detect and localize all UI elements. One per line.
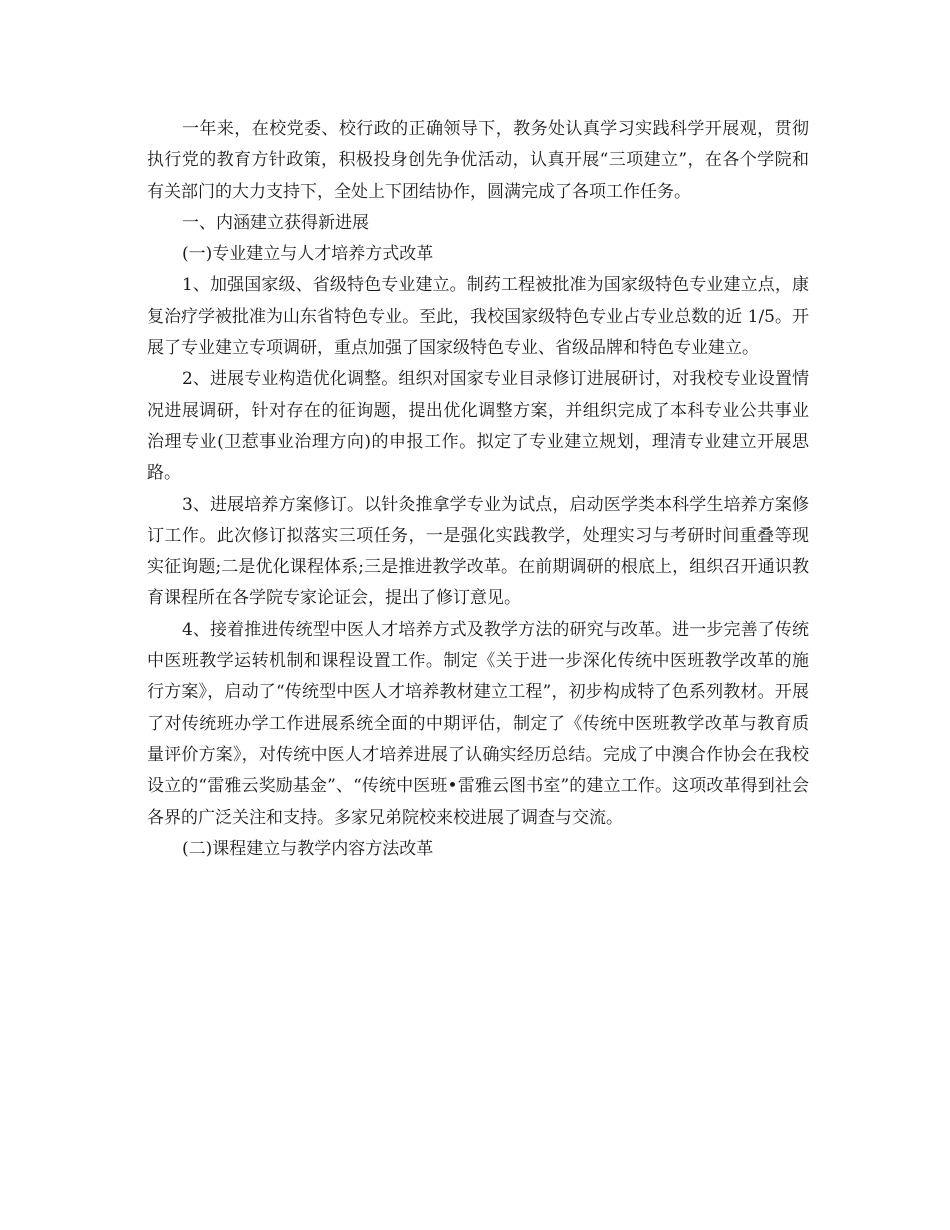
item-paragraph-2: 2、进展专业构造优化调整。组织对国家专业目录修订进展研讨，对我校专业设置情况进展调研，针对存在的征询题，提出优化调整方案，并组织完成了本科专业公共事业治理专业(卫惹事业治理方向)的申报工作。拟定了专业建立规划，理清专业建立开展思路。	[147, 369, 809, 484]
subsection-heading-2: (二)课程建立与教学内容方法改革	[182, 838, 434, 859]
subsection-heading-1: (一)专业建立与人才培养方式改革	[182, 244, 434, 265]
item-paragraph-4: 4、接着推进传统型中医人才培养方式及教学方法的研究与改革。进一步完善了传统中医班教学运转机制和课程设置工作。制定《关于进一步深化传统中医班教学改革的施行方案》，启动了“传统型中医人才培养教材建立工程”，初步构成特了色系列教材。开展了对传统班办学工作进展系统全面的中期评估，制定了《传统中医班教学改革与教育质量评价方案》，对传统中医人才培养进展了认确实经历总结。完成了中澳合作协会在我校设立的“雷雅云奖励基金”、“传统中医班•雷雅云图书室”的建立工作。这项改革得到社会各界的广泛关注和支持。多家兄弟院校来校进展了调查与交流。	[147, 619, 809, 828]
item-paragraph-3: 3、进展培养方案修订。以针灸推拿学专业为试点，启动医学类本科学生培养方案修订工作。此次修订拟落实三项任务，一是强化实践教学，处理实习与考研时间重叠等现实征询题;二是优化课程体系;三是推进教学改革。在前期调研的根底上，组织召开通识教育课程所在各学院专家论证会，提出了修订意见。	[147, 494, 809, 609]
intro-paragraph: 一年来，在校党委、校行政的正确领导下，教务处认真学习实践科学开展观，贯彻执行党的教育方针政策，积极投身创先争优活动，认真开展“三项建立”，在各个学院和有关部门的大力支持下，全处上下团结协作，圆满完成了各项工作任务。	[147, 119, 809, 202]
item-paragraph-1: 1、加强国家级、省级特色专业建立。制药工程被批准为国家级特色专业建立点，康复治疗学被批准为山东省特色专业。至此，我校国家级特色专业占专业总数的近 1/5。开展了专业建立专项调研，重点加强了国家级特色专业、省级品牌和特色专业建立。	[147, 275, 809, 359]
document-body	[147, 114, 809, 865]
section-heading-1: 一、内涵建立获得新进展	[182, 212, 369, 233]
